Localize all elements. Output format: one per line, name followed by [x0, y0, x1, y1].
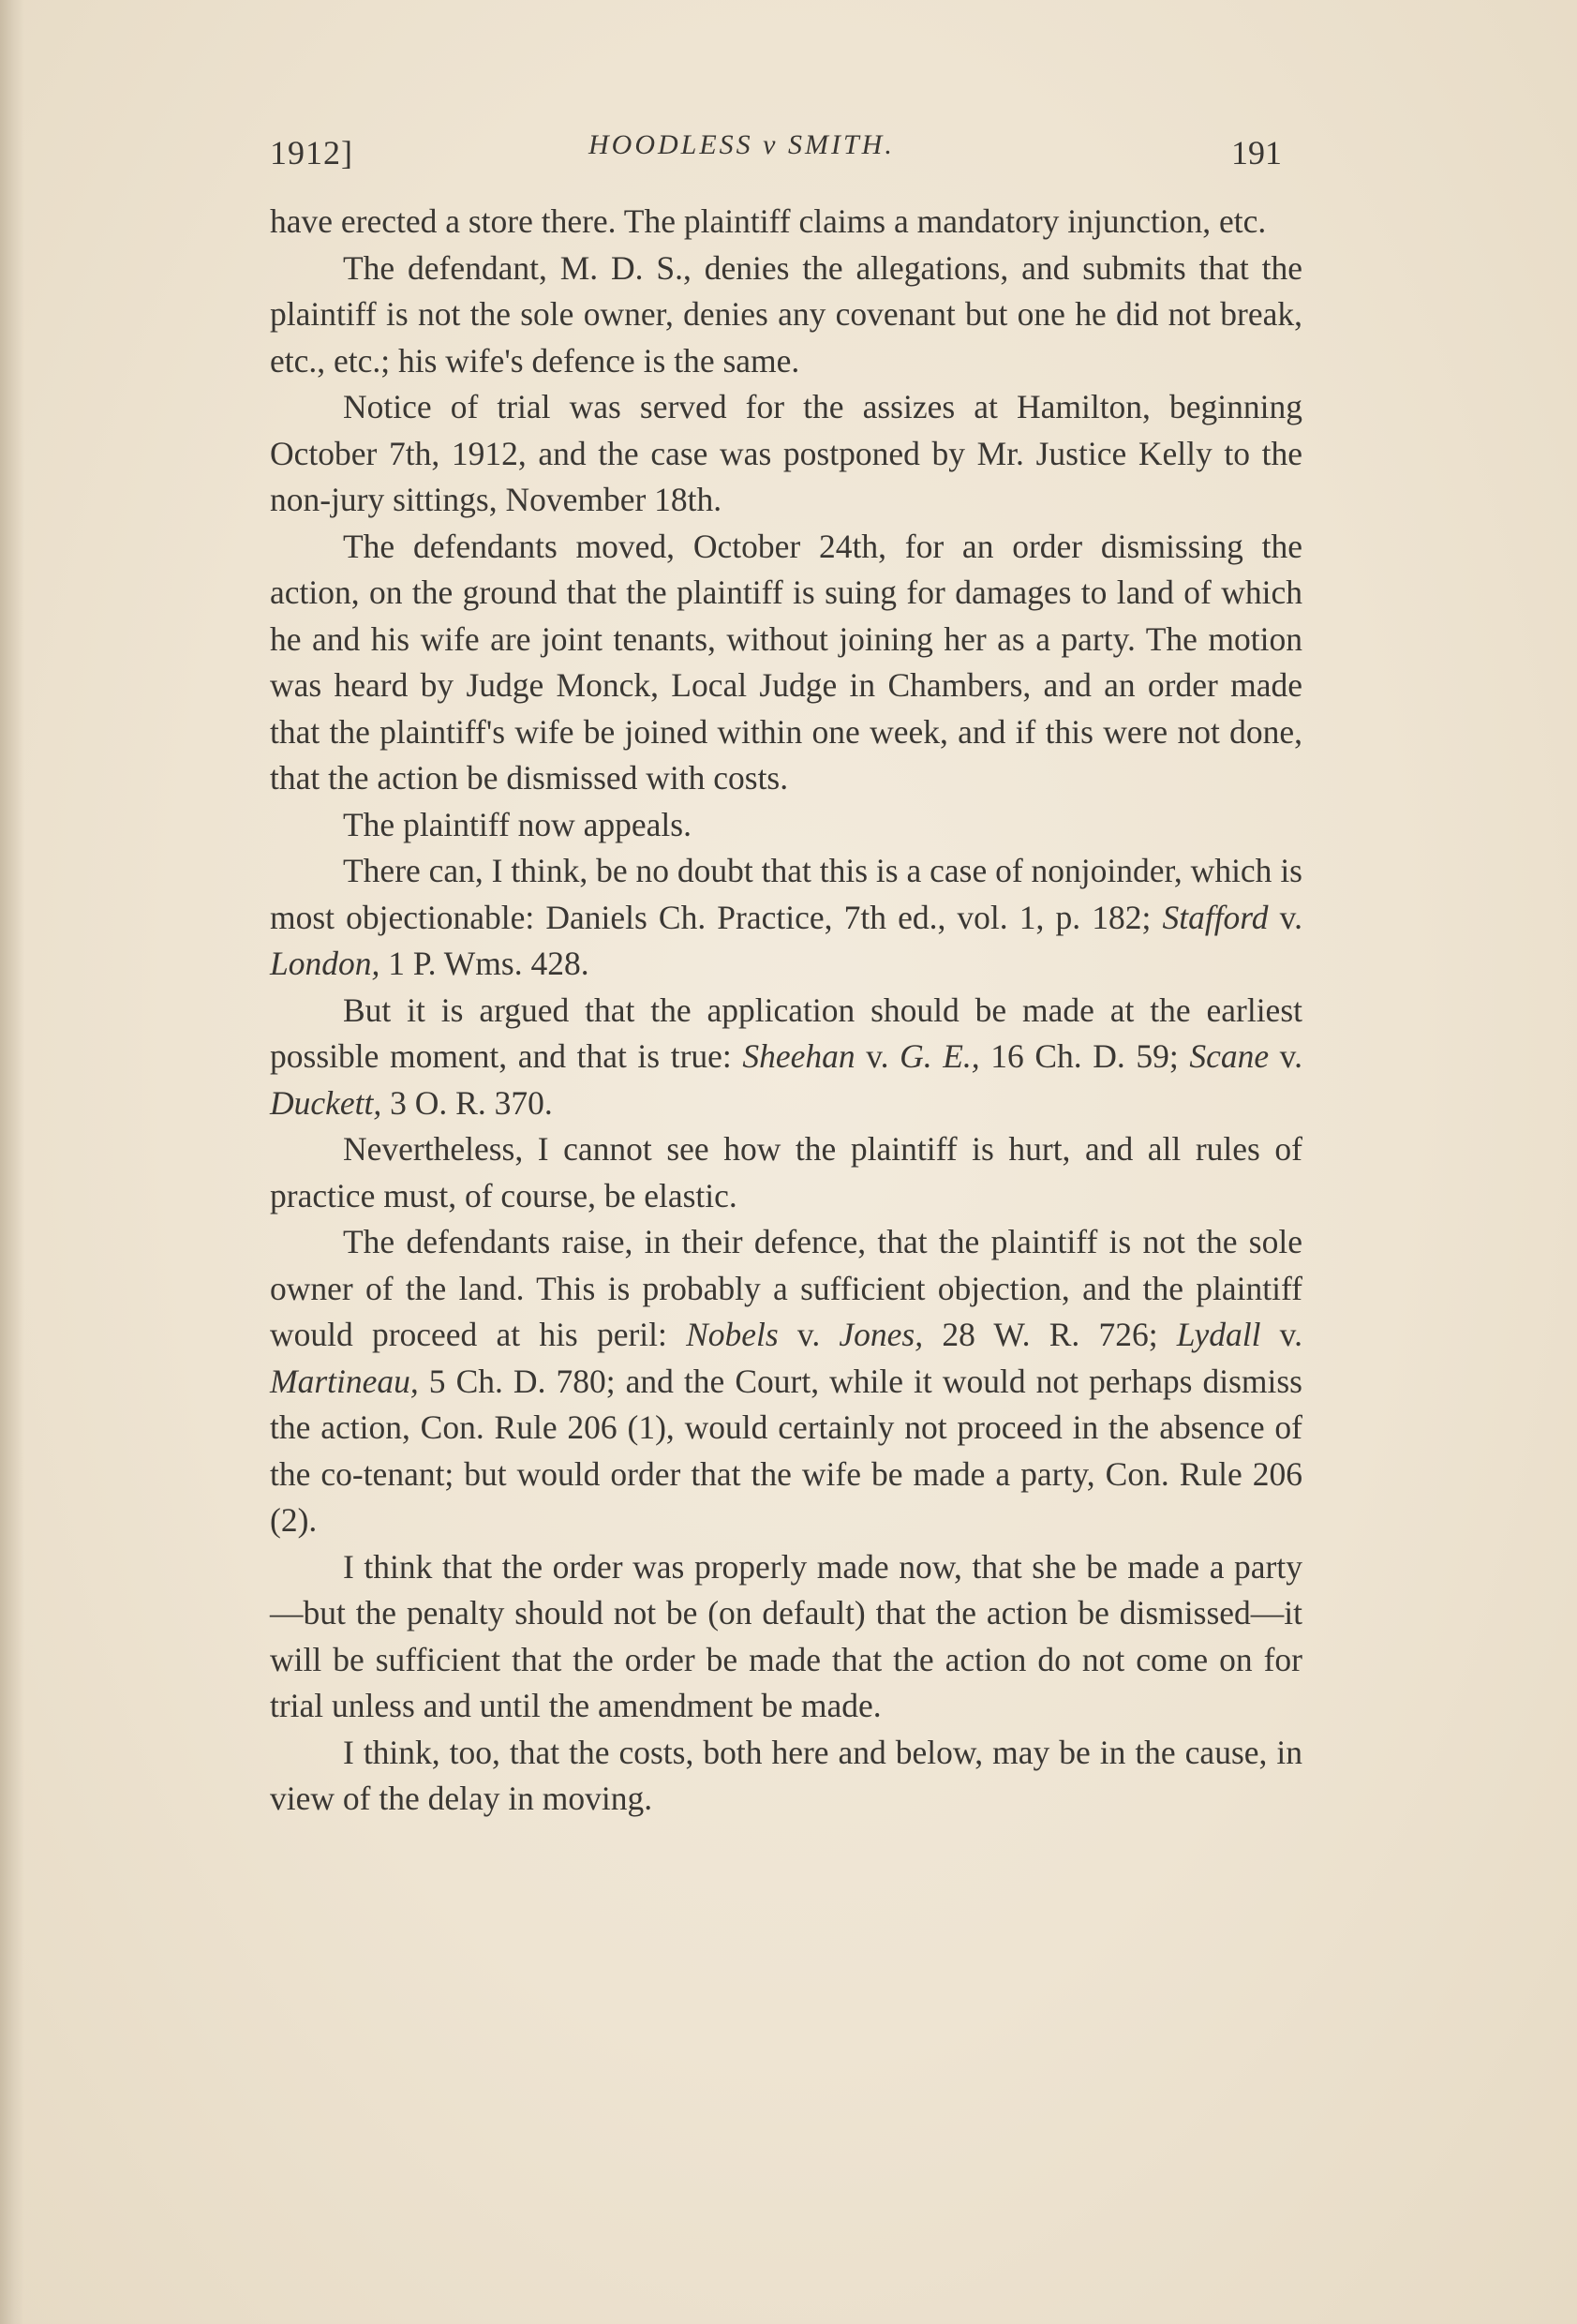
running-head [270, 129, 1282, 186]
running-head-title: HOODLESS v SMITH. [588, 129, 895, 160]
case-name: G. E., [900, 1037, 980, 1075]
paragraph-text: Nevertheless, I cannot see how the plaintiff is hurt, and all rules of practice must, of course, be elastic. [270, 1130, 1302, 1214]
case-name: London, [270, 945, 380, 982]
paragraph-10 [270, 1544, 1302, 1730]
paragraph-7 [270, 988, 1302, 1127]
paragraph-text: 1 P. Wms. 428. [379, 945, 589, 982]
paragraph-8 [270, 1126, 1302, 1219]
paragraph-text: 5 Ch. D. 780; and the Court, while it would not perhaps dismiss the action, Con. Rule 206 (1), would certainly not proceed in the absence of the co-tenant; but would order that the wife be made a party, Con. Rule 206 (2). [270, 1362, 1302, 1539]
paragraph-text: 3 O. R. 370. [381, 1083, 553, 1122]
paragraph-text: The defendant, M. D. S., denies the allegations, and submits that the plaintiff is not the sole owner, denies any covenant but one he did not break, etc., etc.; his wife's defence is the same. [270, 248, 1302, 380]
case-name: Jones, [839, 1316, 924, 1353]
paragraph-text: The plaintiff now appeals. [343, 805, 692, 843]
case-name: Stafford [1162, 898, 1269, 936]
paragraph-4 [270, 524, 1302, 802]
binding-shadow [0, 0, 24, 2324]
paragraph-text: v. [855, 1037, 900, 1075]
paragraph-6 [270, 848, 1302, 988]
paragraph-text: I think, too, that the costs, both here and below, may be in the cause, in view of the delay in moving. [270, 1733, 1302, 1817]
running-head-year: 1912] [270, 134, 353, 171]
paragraph-text: v. [1269, 1037, 1303, 1075]
paragraph-text: I think that the order was properly made now, that she be made a party—but the penalty should not be (on default) that the action be dismissed—it will be sufficient that the order be made that the action do not come on for trial unless and until the amendment be made. [270, 1547, 1302, 1724]
paragraph-text: v. [778, 1316, 840, 1353]
paragraph-text: There can, I think, be no doubt that this is a case of nonjoinder, which is most objectionable: Daniels Ch. Practice, 7th ed., vol. 1, p. 182; [270, 852, 1302, 936]
paragraph-text: The defendants moved, October 24th, for an order dismissing the action, on the ground that the plaintiff is suing for damages to land of which he and his wife are joint tenants, without joining her as a party. The motion was heard by Judge Monck, Local Judge in Chambers, and an order made that the plaintiff's wife be joined within one week, and if this were not done, that the action be dismissed with costs. [270, 527, 1302, 797]
paragraph-11 [270, 1730, 1302, 1823]
case-name: Martineau, [270, 1362, 419, 1400]
paragraph-text: But it is argued that the application should be made at the earliest possible moment, and that is true: [270, 991, 1302, 1075]
paragraph-text: The defendants raise, in their defence, that the plaintiff is not the sole owner of the land. This is probably a sufficient objection, and the plaintiff would proceed at his peril: [270, 1223, 1302, 1353]
page-number: 191 [1231, 134, 1282, 171]
paragraph-2 [270, 246, 1302, 385]
paragraph-5 [270, 802, 1302, 849]
paragraph-text: 16 Ch. D. 59; [979, 1037, 1190, 1075]
body-text [270, 199, 1302, 1823]
paragraph-3 [270, 384, 1302, 524]
paragraph-text: v. [1268, 898, 1302, 936]
paragraph-text: Notice of trial was served for the assizes at Hamilton, beginning October 7th, 1912, and the case was postponed by Mr. Justice Kelly to the non-jury sittings, November 18th. [270, 388, 1302, 518]
case-name: Sheehan [742, 1037, 855, 1075]
paragraph-text: 28 W. R. 726; [923, 1316, 1177, 1353]
paragraph-1 [270, 199, 1302, 246]
paragraph-text: have erected a store there. The plaintiff claims a mandatory injunction, etc. [270, 202, 1267, 240]
case-name: Scane [1189, 1037, 1270, 1075]
paragraph-text: v. [1260, 1316, 1302, 1353]
case-name: Lydall [1176, 1316, 1261, 1353]
case-name: Duckett, [270, 1083, 382, 1122]
case-name: Nobels [686, 1316, 779, 1353]
paragraph-9 [270, 1219, 1302, 1544]
